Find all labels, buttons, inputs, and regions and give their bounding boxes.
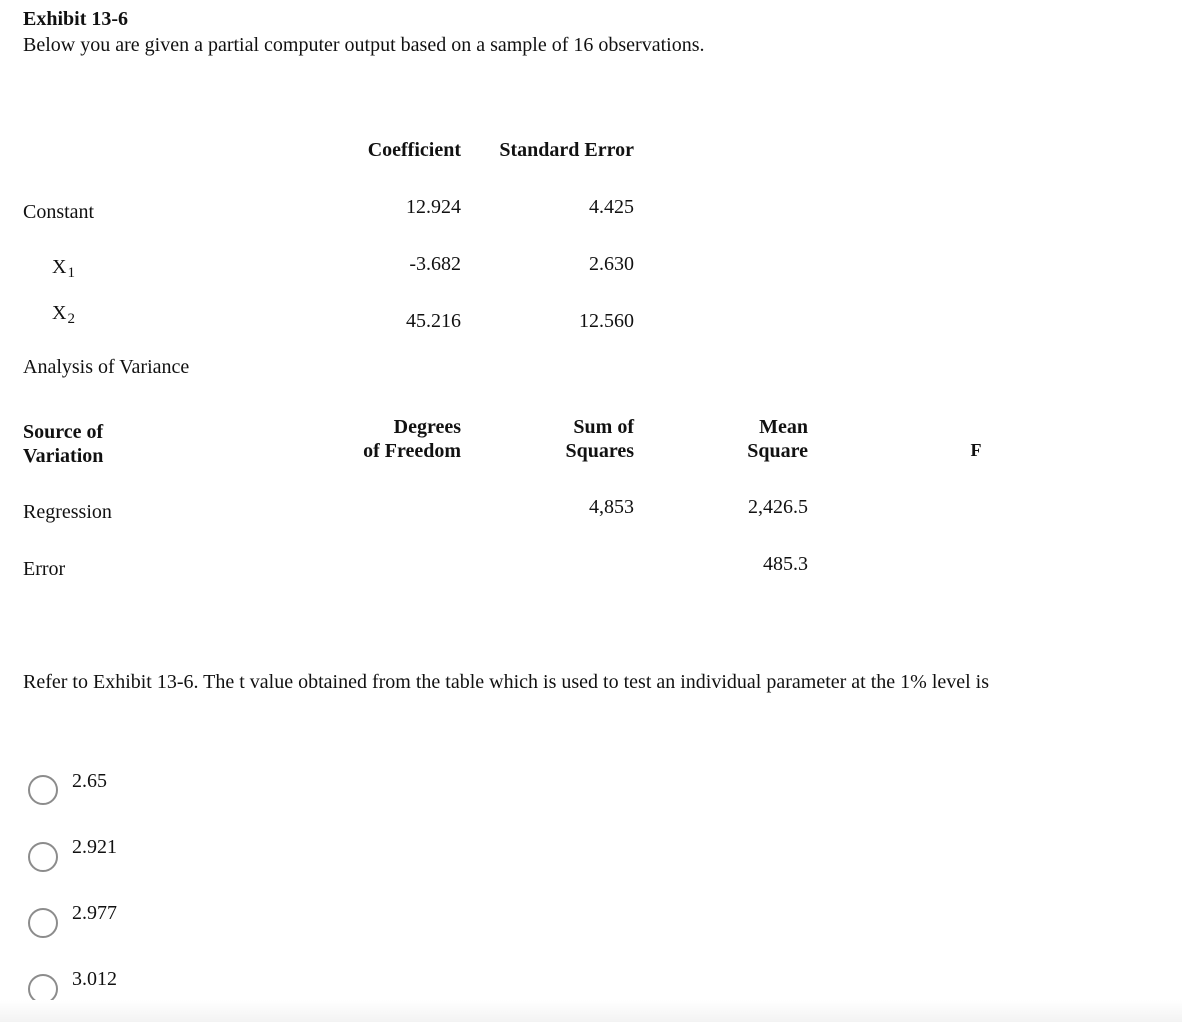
- coefficient-header: Coefficient: [367, 139, 461, 161]
- f-header: F: [970, 440, 982, 460]
- page-footer-shade: [0, 1000, 1182, 1022]
- option-label[interactable]: 2.65: [72, 770, 107, 792]
- coefficient-x2: 45.216: [406, 310, 461, 332]
- radio-button[interactable]: [28, 775, 58, 805]
- anova-ss-regression: 4,853: [589, 496, 634, 518]
- row-label-x2: $X_2$: [52, 302, 75, 327]
- degrees-of-freedom-header: Degrees of Freedom: [363, 416, 461, 462]
- anova-ms-regression: 2,426.5: [748, 496, 808, 518]
- row-label-constant: Constant: [23, 201, 95, 223]
- anova-row-label-error: Error: [23, 558, 66, 580]
- question-text: Refer to Exhibit 13-6. The t value obtained from the table which is used to test an individual parameter at the 1% level is: [23, 671, 990, 693]
- option-label[interactable]: 3.012: [72, 968, 117, 990]
- radio-button[interactable]: [28, 908, 58, 938]
- radio-button[interactable]: [28, 842, 58, 872]
- mean-square-header: Mean Square: [747, 416, 808, 462]
- exhibit-intro: Below you are given a partial computer output based on a sample of 16 observations.: [23, 34, 705, 56]
- option-label[interactable]: 2.977: [72, 902, 117, 924]
- exhibit-title: Exhibit 13-6: [23, 8, 129, 30]
- coefficient-constant: 12.924: [406, 196, 461, 218]
- std-error-constant: 4.425: [589, 196, 634, 218]
- sum-of-squares-header: Sum of Squares: [565, 416, 634, 462]
- row-label-x1: $X_1$: [52, 256, 75, 281]
- option-label[interactable]: 2.921: [72, 836, 117, 858]
- std-error-header: Standard Error: [499, 139, 634, 161]
- anova-title: Analysis of Variance: [23, 356, 190, 378]
- source-of-variation-header: Source of Variation: [23, 421, 104, 467]
- std-error-x2: 12.560: [579, 310, 634, 332]
- std-error-x1: 2.630: [589, 253, 634, 275]
- anova-row-label-regression: Regression: [23, 501, 112, 523]
- coefficient-x1: -3.682: [409, 253, 461, 275]
- anova-ms-error: 485.3: [763, 553, 808, 575]
